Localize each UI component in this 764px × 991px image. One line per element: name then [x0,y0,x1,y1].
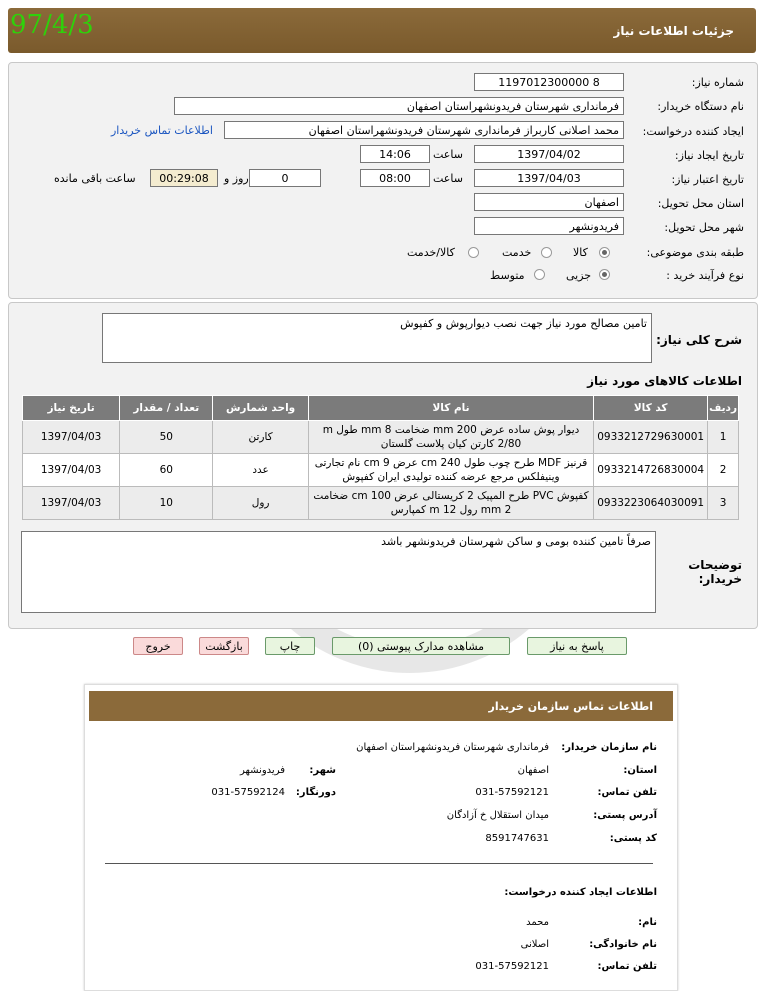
cell-code: 0933212729630001 [594,421,708,454]
creator-phone-label: تلفن تماس: [597,961,657,972]
cell-row: 2 [708,454,739,487]
category-radio-goods[interactable] [599,247,610,258]
address-label: آدرس پستی: [593,810,657,821]
phone-label: تلفن تماس: [597,787,657,798]
cell-name: دیوار پوش ساده عرض mm 200 ضخامت mm 8 طول m 2/80 کارتن کیان پلاست گلستان [308,421,593,454]
cell-qty: 50 [120,421,213,454]
created-time-label: ساعت [433,148,463,161]
org-value: فرمانداری شهرستان فریدونشهراستان اصفهان [356,742,549,753]
category-radio-service[interactable] [541,247,552,258]
name-label: نام: [638,917,657,928]
col-unit: واحد شمارش [213,396,308,421]
family-label: نام خانوادگی: [589,939,657,950]
cell-row: 1 [708,421,739,454]
need-number-label: شماره نیاز: [691,76,744,89]
col-row: ردیف [708,396,739,421]
items-table [22,395,739,520]
print-button[interactable]: چاپ [265,637,315,655]
cell-date: 1397/04/03 [23,487,120,520]
cell-name: قرنیز MDF طرح چوب طول cm 240 عرض cm 9 نام تجارتی وینیفلکس مرجع عرضه کننده تولیدی ایران کفپوش [308,454,593,487]
col-code: کد کالا [594,396,708,421]
description-label: شرح کلی نیاز: [656,333,742,347]
contact-card-title: اطلاعات تماس سازمان خریدار [488,700,653,713]
remaining-time-label: ساعت باقی مانده [54,172,136,185]
validity-date-label: تاریخ اعتبار نیاز: [671,173,744,186]
created-date-label: تاریخ ایجاد نیاز: [674,149,744,162]
validity-date-field: 1397/04/03 [474,169,624,187]
process-option-minor: جزیی [566,269,592,282]
attachments-button[interactable]: مشاهده مدارک پیوستی (0) [332,637,510,655]
cell-qty: 10 [120,487,213,520]
requester-field: محمد اصلانی کاربراز فرمانداری شهرستان فریدونشهراستان اصفهان [224,121,624,139]
fax-value: 031-57592124 [211,787,285,798]
postal-value: 8591747631 [485,833,549,844]
buyer-org-label: نام دستگاه خریدار: [657,100,744,113]
validity-time-label: ساعت [433,172,463,185]
process-radio-minor[interactable] [599,269,610,280]
top-bar [0,0,764,60]
category-option-service: خدمت [502,246,532,259]
divider [105,863,653,864]
cell-row: 3 [708,487,739,520]
reply-button[interactable]: پاسخ به نیاز [527,637,627,655]
fax-label: دورنگار: [295,787,336,798]
col-qty: تعداد / مقدار [120,396,213,421]
city-value: فریدونشهر [240,765,285,776]
table-row [23,454,739,487]
cell-qty: 60 [120,454,213,487]
table-row [23,487,739,520]
cell-code: 0933223064030091 [594,487,708,520]
cell-code: 0933214726830004 [594,454,708,487]
category-option-both: کالا/خدمت [407,246,455,259]
buyer-notes-field: صرفاً تامین کننده بومی و ساکن شهرستان فریدونشهر باشد [21,531,656,613]
need-number-field: 1197012300000 8 [474,73,624,91]
remaining-days-label: روز و [224,172,249,185]
province-label: استان: [623,765,657,776]
buyer-notes-label: توضیحات خریدار: [688,558,742,586]
col-date: تاریخ نیاز [23,396,120,421]
province-label: استان محل تحویل: [657,197,744,210]
province-field: اصفهان [474,193,624,211]
cell-name: کفپوش PVC طرح المپیک 2 کریستالی عرض cm 100 ضخامت mm 2 رول m 12 کمپارس [308,487,593,520]
items-title: اطلاعات کالاهای مورد نیاز [587,374,742,388]
city-field: فریدونشهر [474,217,624,235]
cell-date: 1397/04/03 [23,454,120,487]
postal-label: کد پستی: [609,833,657,844]
process-option-medium: متوسط [490,269,525,282]
contact-card-header [89,691,673,721]
page-header [8,8,756,53]
family-value: اصلانی [520,939,549,950]
city-label: شهر محل تحویل: [664,221,744,234]
creator-phone-value: 031-57592121 [475,961,549,972]
buyer-org-field: فرمانداری شهرستان فریدونشهراستان اصفهان [174,97,624,115]
org-label: نام سازمان خریدار: [561,742,657,753]
created-date-field: 1397/04/02 [474,145,624,163]
table-row [23,421,739,454]
cell-unit: رول [213,487,308,520]
name-value: محمد [526,917,549,928]
requester-label: ایجاد کننده درخواست: [642,125,744,138]
process-label: نوع فرآیند خرید : [666,269,744,282]
buyer-contact-link[interactable]: اطلاعات تماس خریدار [111,124,213,137]
remaining-time-field: 00:29:08 [150,169,218,187]
created-time-field: 14:06 [360,145,430,163]
page-title: جزئیات اطلاعات نیاز [613,24,734,38]
address-value: میدان استقلال خ آزادگان [446,810,549,821]
category-option-goods: کالا [573,246,588,259]
back-button[interactable]: بازگشت [199,637,249,655]
cell-date: 1397/04/03 [23,421,120,454]
remaining-days-field: 0 [249,169,321,187]
category-label: طبقه بندی موضوعی: [646,246,744,259]
province-value: اصفهان [517,765,549,776]
creator-title: اطلاعات ایجاد کننده درخواست: [504,887,657,898]
description-field: تامین مصالح مورد نیاز جهت نصب دیوارپوش و کفپوش [102,313,652,363]
phone-value: 031-57592121 [475,787,549,798]
validity-time-field: 08:00 [360,169,430,187]
process-radio-medium[interactable] [534,269,545,280]
category-radio-both[interactable] [468,247,479,258]
cell-unit: کارتن [213,421,308,454]
city-label: شهر: [309,765,336,776]
exit-button[interactable]: خروج [133,637,183,655]
date-stamp: 97/4/3 [10,10,94,40]
buyer-contact-card [84,684,678,991]
col-name: نام کالا [308,396,593,421]
cell-unit: عدد [213,454,308,487]
